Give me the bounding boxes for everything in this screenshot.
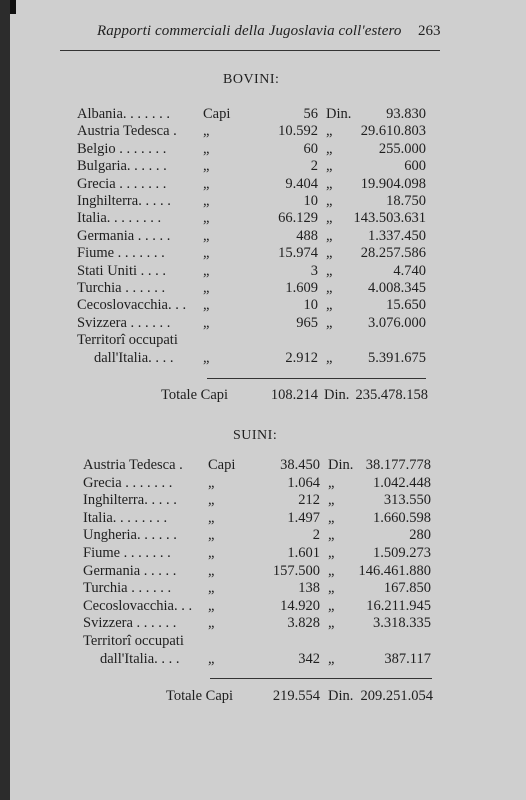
quantity-cell: 157.500: [272, 562, 320, 579]
bovini-total-row: [0, 387, 526, 405]
unit-cell: „: [203, 349, 210, 366]
country-cell: dall'Italia. . . .: [94, 349, 174, 366]
table-row: [0, 562, 526, 580]
unit-cell: „: [208, 580, 215, 597]
value-cell: 280: [409, 527, 431, 544]
currency-cell: „: [326, 349, 333, 366]
table-row: [0, 192, 526, 210]
currency-cell: „: [326, 314, 333, 331]
unit-cell: „: [203, 210, 210, 227]
table-row: [0, 244, 526, 262]
country-cell: Austria Tedesca .: [77, 123, 177, 140]
currency-cell: „: [328, 615, 335, 632]
value-cell: 29.610.803: [360, 123, 426, 140]
unit-cell: „: [203, 123, 210, 140]
unit-cell: „: [208, 509, 215, 526]
suini-sum-rule: [210, 678, 432, 679]
currency-cell: „: [326, 140, 333, 157]
currency-cell: „: [326, 175, 333, 192]
table-row: [0, 526, 526, 544]
quantity-cell: 1.064: [287, 474, 320, 491]
table-row: [0, 140, 526, 158]
country-cell: Turchia . . . . . .: [83, 580, 172, 597]
country-cell: Cecoslovacchia. . .: [77, 297, 187, 314]
quantity-cell: 212: [298, 492, 320, 509]
unit-cell: „: [208, 527, 215, 544]
total-value: 209.251.054: [360, 688, 433, 704]
unit-cell: „: [203, 140, 210, 157]
quantity-cell: 10: [303, 297, 318, 314]
value-cell: 4.008.345: [368, 280, 426, 296]
currency-cell: „: [328, 562, 335, 579]
quantity-cell: 965: [296, 314, 318, 331]
total-qty: 219.554: [272, 688, 320, 704]
table-row: [0, 456, 526, 474]
bovini-sum-rule: [207, 378, 426, 379]
quantity-cell: 342: [298, 650, 320, 667]
total-value: 235.478.158: [355, 387, 428, 403]
value-cell: 146.461.880: [358, 562, 431, 579]
value-cell: 1.660.598: [373, 509, 431, 526]
quantity-cell: 488: [296, 227, 318, 244]
currency-cell: „: [328, 509, 335, 526]
country-cell: Inghilterra. . . . .: [83, 492, 177, 509]
country-cell: Austria Tedesca .: [83, 457, 183, 473]
table-row: [0, 279, 526, 297]
value-cell: 93.830: [386, 106, 426, 122]
suini-total-row: [0, 688, 526, 706]
currency-cell: „: [328, 474, 335, 491]
total-qty: 108.214: [270, 387, 318, 403]
country-cell: Stati Uniti . . . .: [77, 262, 167, 279]
table-row: [0, 544, 526, 562]
quantity-cell: 3: [310, 262, 318, 279]
quantity-cell: 1.609: [285, 280, 318, 296]
table-row: [0, 105, 526, 123]
value-cell: 1.042.448: [373, 474, 431, 491]
table-row: [0, 157, 526, 175]
quantity-cell: 66.129: [278, 210, 318, 227]
country-cell: Bulgaria. . . . . .: [77, 158, 167, 175]
quantity-cell: 10: [303, 193, 318, 209]
table-row: [0, 331, 526, 349]
country-cell: Inghilterra. . . . .: [77, 193, 171, 209]
value-cell: 15.650: [386, 297, 426, 314]
country-cell: Italia. . . . . . . .: [83, 509, 168, 526]
table-row: [0, 349, 526, 367]
table-row: [0, 650, 526, 668]
table-row: [0, 209, 526, 227]
country-cell: Grecia . . . . . . .: [83, 474, 173, 491]
quantity-cell: 2.912: [285, 349, 318, 366]
currency-cell: „: [326, 158, 333, 175]
value-cell: 5.391.675: [368, 349, 426, 366]
country-cell: Fiume . . . . . . .: [83, 545, 171, 561]
country-cell: Svizzera . . . . . .: [77, 314, 171, 331]
unit-cell: „: [208, 650, 215, 667]
quantity-cell: 38.450: [280, 457, 320, 473]
table-row: [0, 314, 526, 332]
unit-cell: „: [203, 175, 210, 192]
currency-cell: „: [326, 227, 333, 244]
country-cell: Turchia . . . . . .: [77, 280, 166, 296]
currency-cell: „: [328, 580, 335, 597]
country-cell: Fiume . . . . . . .: [77, 245, 165, 262]
unit-cell: „: [203, 227, 210, 244]
currency-cell: „: [326, 123, 333, 140]
total-currency: Din.: [324, 387, 350, 403]
table-row: [0, 491, 526, 509]
currency-cell: „: [326, 297, 333, 314]
table-row: [0, 474, 526, 492]
value-cell: 38.177.778: [365, 457, 431, 473]
value-cell: 1.509.273: [373, 545, 431, 561]
unit-cell: „: [203, 245, 210, 262]
quantity-cell: 56: [303, 106, 318, 122]
currency-cell: Din.: [328, 457, 354, 473]
quantity-cell: 2: [310, 158, 318, 175]
country-cell: Germania . . . . .: [77, 227, 171, 244]
quantity-cell: 1.601: [287, 545, 320, 561]
table-row: [0, 175, 526, 193]
value-cell: 1.337.450: [368, 227, 426, 244]
unit-cell: „: [203, 297, 210, 314]
unit-cell: „: [203, 280, 210, 296]
table-row: [0, 296, 526, 314]
value-cell: 3.318.335: [373, 615, 431, 632]
currency-cell: „: [328, 545, 335, 561]
table-row: [0, 122, 526, 140]
value-cell: 19.904.098: [360, 175, 426, 192]
table-row: [0, 509, 526, 527]
unit-cell: „: [208, 562, 215, 579]
currency-cell: „: [328, 650, 335, 667]
unit-cell: „: [203, 158, 210, 175]
quantity-cell: 1.497: [287, 509, 320, 526]
quantity-cell: 9.404: [285, 175, 318, 192]
header-rule: [60, 50, 440, 51]
total-currency: Din.: [328, 688, 354, 704]
value-cell: 387.117: [384, 650, 431, 667]
unit-cell: Capi: [203, 106, 231, 122]
table-row: [0, 227, 526, 245]
value-cell: 255.000: [378, 140, 426, 157]
currency-cell: „: [326, 193, 333, 209]
country-cell: Albania. . . . . . .: [77, 106, 171, 122]
table-row: [0, 579, 526, 597]
unit-cell: „: [203, 193, 210, 209]
currency-cell: „: [328, 527, 335, 544]
unit-cell: „: [203, 262, 210, 279]
quantity-cell: 3.828: [287, 615, 320, 632]
value-cell: 600: [404, 158, 426, 175]
currency-cell: „: [326, 262, 333, 279]
value-cell: 16.211.945: [366, 597, 431, 614]
country-cell: Italia. . . . . . . .: [77, 210, 162, 227]
section-title-bovini: BOVINI:: [223, 72, 280, 87]
country-cell: dall'Italia. . . .: [100, 650, 180, 667]
unit-cell: „: [203, 314, 210, 331]
quantity-cell: 15.974: [278, 245, 318, 262]
unit-cell: „: [208, 597, 215, 614]
quantity-cell: 10.592: [278, 123, 318, 140]
unit-cell: „: [208, 474, 215, 491]
page-number: 263: [418, 23, 441, 39]
country-cell: Grecia . . . . . . .: [77, 175, 167, 192]
value-cell: 18.750: [386, 193, 426, 209]
currency-cell: „: [328, 492, 335, 509]
country-cell: Svizzera . . . . . .: [83, 615, 177, 632]
value-cell: 3.076.000: [368, 314, 426, 331]
currency-cell: „: [328, 597, 335, 614]
table-row: [0, 614, 526, 632]
country-cell: Belgio . . . . . . .: [77, 140, 167, 157]
value-cell: 28.257.586: [360, 245, 426, 262]
unit-cell: Capi: [208, 457, 236, 473]
quantity-cell: 60: [303, 140, 318, 157]
value-cell: 4.740: [393, 262, 426, 279]
country-cell: Ungheria. . . . . .: [83, 527, 177, 544]
currency-cell: „: [326, 245, 333, 262]
value-cell: 167.850: [383, 580, 431, 597]
table-row: [0, 262, 526, 280]
country-cell: Germania . . . . .: [83, 562, 177, 579]
quantity-cell: 14.920: [280, 597, 320, 614]
table-row: [0, 632, 526, 650]
quantity-cell: 138: [298, 580, 320, 597]
unit-cell: „: [208, 615, 215, 632]
value-cell: 143.503.631: [353, 210, 426, 227]
unit-cell: „: [208, 492, 215, 509]
currency-cell: „: [326, 280, 333, 296]
unit-cell: „: [208, 545, 215, 561]
table-row: [0, 597, 526, 615]
currency-cell: „: [326, 210, 333, 227]
section-title-suini: SUINI:: [233, 428, 278, 443]
quantity-cell: 2: [312, 527, 320, 544]
value-cell: 313.550: [383, 492, 431, 509]
country-cell: Territorî occupati: [77, 332, 178, 349]
page-edge-mark: [10, 0, 16, 14]
running-header: Rapporti commerciali della Jugoslavia coll'estero: [97, 23, 402, 39]
currency-cell: Din.: [326, 106, 352, 122]
country-cell: Cecoslovacchia. . .: [83, 597, 193, 614]
country-cell: Territorî occupati: [83, 633, 184, 649]
total-label: Totale Capi: [166, 688, 234, 704]
total-label: Totale Capi: [161, 387, 229, 403]
